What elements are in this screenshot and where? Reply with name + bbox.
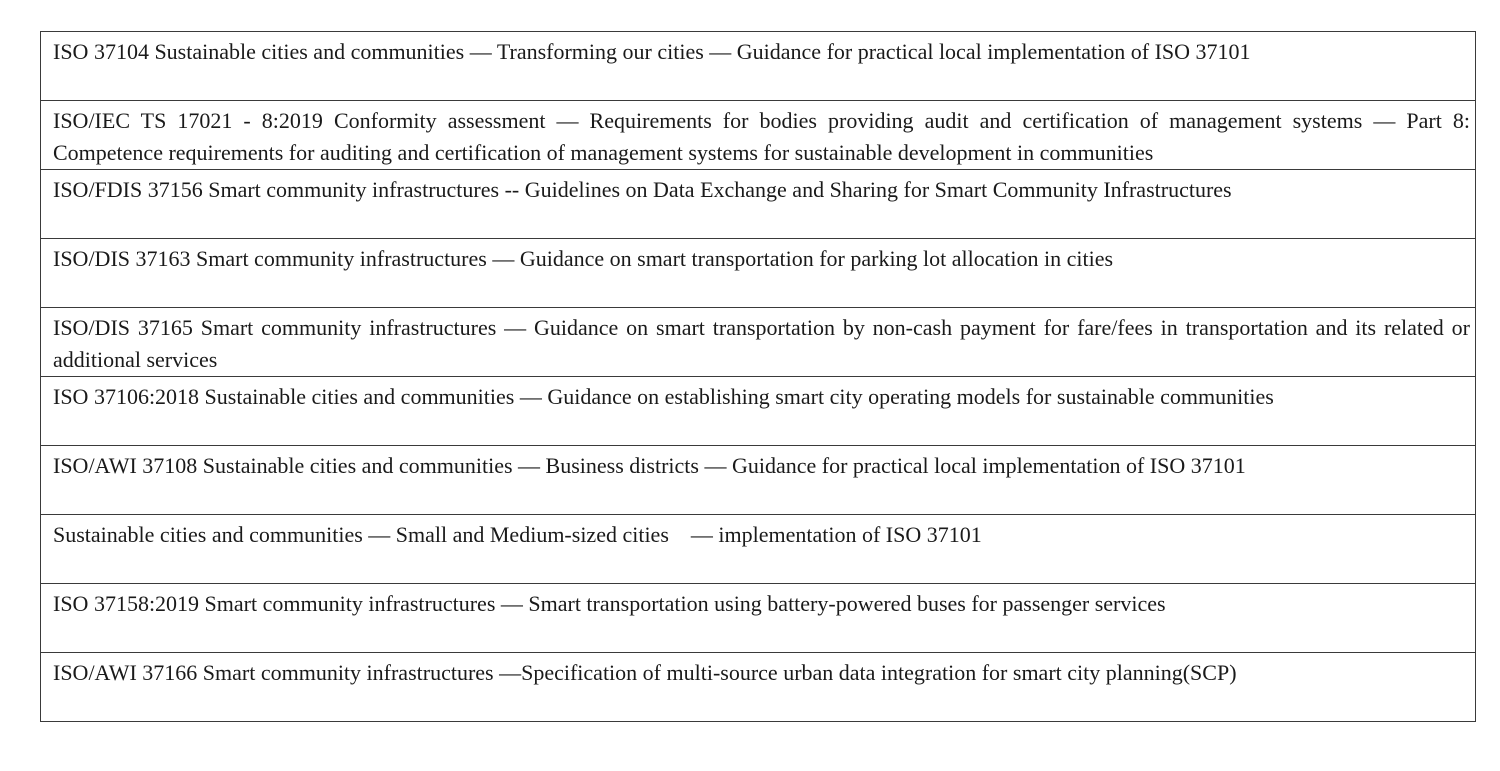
standard-cell: ISO/DIS 37163 Smart community infrastructures — Guidance on smart transportation for parking lot allocation in cities	[41, 239, 1476, 308]
table-row	[41, 515, 1476, 584]
standard-cell: ISO/IEC TS 17021 - 8:2019 Conformity assessment — Requirements for bodies providing audit and certification of management systems — Part 8: Competence requirements for auditing and certification of management systems for sustainable development in communities	[41, 101, 1476, 170]
standard-cell: ISO 37158:2019 Smart community infrastructures — Smart transportation using battery-powered buses for passenger services	[41, 584, 1476, 653]
table-row	[41, 170, 1476, 239]
table-row	[41, 32, 1476, 101]
standards-table	[40, 31, 1476, 722]
standard-cell: ISO/DIS 37165 Smart community infrastructures — Guidance on smart transportation by non-cash payment for fare/fees in transportation and its related or additional services	[41, 308, 1476, 377]
standard-cell: ISO 37104 Sustainable cities and communities — Transforming our cities — Guidance for practical local implementation of ISO 37101	[41, 32, 1476, 101]
table-row	[41, 446, 1476, 515]
standard-cell: ISO 37106:2018 Sustainable cities and communities — Guidance on establishing smart city operating models for sustainable communities	[41, 377, 1476, 446]
table-row	[41, 101, 1476, 170]
standard-cell: Sustainable cities and communities — Small and Medium-sized cities — implementation of ISO 37101	[41, 515, 1476, 584]
table-row	[41, 239, 1476, 308]
standard-cell: ISO/FDIS 37156 Smart community infrastructures -- Guidelines on Data Exchange and Sharing for Smart Community Infrastructures	[41, 170, 1476, 239]
table-row	[41, 653, 1476, 722]
table-row	[41, 308, 1476, 377]
standard-cell: ISO/AWI 37108 Sustainable cities and communities — Business districts — Guidance for practical local implementation of ISO 37101	[41, 446, 1476, 515]
table-row	[41, 584, 1476, 653]
standard-cell: ISO/AWI 37166 Smart community infrastructures —Specification of multi-source urban data integration for smart city planning(SCP)	[41, 653, 1476, 722]
table-row	[41, 377, 1476, 446]
